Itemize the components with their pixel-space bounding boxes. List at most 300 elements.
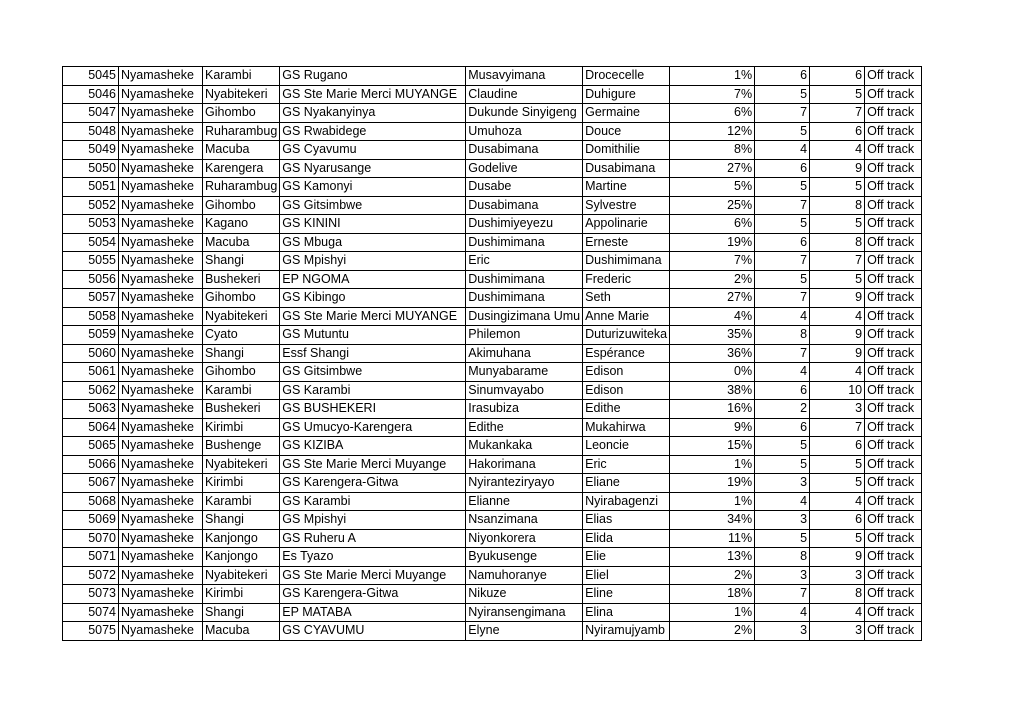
- district-cell: Nyamasheke: [119, 381, 203, 400]
- school-cell: GS Ste Marie Merci Muyange: [280, 455, 466, 474]
- school-cell: GS KIZIBA: [280, 437, 466, 456]
- last-name-cell: Mukankaka: [466, 437, 583, 456]
- school-cell: GS Karengera-Gitwa: [280, 474, 466, 493]
- percent-cell: 19%: [670, 233, 755, 252]
- school-cell: GS CYAVUMU: [280, 622, 466, 641]
- row-id-cell: 5049: [63, 141, 119, 160]
- status-cell: Off track: [865, 363, 922, 382]
- district-cell: Nyamasheke: [119, 603, 203, 622]
- district-cell: Nyamasheke: [119, 289, 203, 308]
- last-name-cell: Dusabimana: [466, 196, 583, 215]
- percent-cell: 15%: [670, 437, 755, 456]
- count-1-cell: 5: [755, 215, 810, 234]
- percent-cell: 1%: [670, 603, 755, 622]
- district-cell: Nyamasheke: [119, 529, 203, 548]
- percent-cell: 13%: [670, 548, 755, 567]
- row-id-cell: 5070: [63, 529, 119, 548]
- percent-cell: 1%: [670, 67, 755, 86]
- percent-cell: 7%: [670, 85, 755, 104]
- school-cell: Es Tyazo: [280, 548, 466, 567]
- last-name-cell: Nyiransengimana: [466, 603, 583, 622]
- last-name-cell: Dukunde Sinyigeng: [466, 104, 583, 123]
- last-name-cell: Philemon: [466, 326, 583, 345]
- school-cell: GS Karambi: [280, 381, 466, 400]
- school-cell: GS KININI: [280, 215, 466, 234]
- count-2-cell: 3: [810, 566, 865, 585]
- count-1-cell: 4: [755, 141, 810, 160]
- sector-cell: Macuba: [203, 233, 280, 252]
- last-name-cell: Hakorimana: [466, 455, 583, 474]
- last-name-cell: Dushimimana: [466, 270, 583, 289]
- row-id-cell: 5072: [63, 566, 119, 585]
- count-2-cell: 7: [810, 104, 865, 123]
- school-cell: GS Ste Marie Merci MUYANGE: [280, 307, 466, 326]
- district-cell: Nyamasheke: [119, 141, 203, 160]
- row-id-cell: 5052: [63, 196, 119, 215]
- table-row: [63, 104, 922, 123]
- percent-cell: 6%: [670, 215, 755, 234]
- status-cell: Off track: [865, 307, 922, 326]
- school-cell: GS Gitsimbwe: [280, 363, 466, 382]
- first-name-cell: Douce: [583, 122, 670, 141]
- sector-cell: Bushekeri: [203, 270, 280, 289]
- percent-cell: 0%: [670, 363, 755, 382]
- school-cell: GS Ste Marie Merci MUYANGE: [280, 85, 466, 104]
- percent-cell: 1%: [670, 455, 755, 474]
- status-cell: Off track: [865, 196, 922, 215]
- status-cell: Off track: [865, 326, 922, 345]
- count-1-cell: 3: [755, 511, 810, 530]
- percent-cell: 34%: [670, 511, 755, 530]
- percent-cell: 11%: [670, 529, 755, 548]
- count-2-cell: 4: [810, 141, 865, 160]
- school-cell: GS Mpishyi: [280, 252, 466, 271]
- district-cell: Nyamasheke: [119, 104, 203, 123]
- first-name-cell: Espérance: [583, 344, 670, 363]
- count-2-cell: 5: [810, 529, 865, 548]
- sector-cell: Nyabitekeri: [203, 307, 280, 326]
- district-cell: Nyamasheke: [119, 215, 203, 234]
- status-cell: Off track: [865, 67, 922, 86]
- sector-cell: Kagano: [203, 215, 280, 234]
- count-1-cell: 6: [755, 381, 810, 400]
- table-row: [63, 159, 922, 178]
- status-cell: Off track: [865, 252, 922, 271]
- table-row: [63, 474, 922, 493]
- status-cell: Off track: [865, 141, 922, 160]
- last-name-cell: Edithe: [466, 418, 583, 437]
- row-id-cell: 5074: [63, 603, 119, 622]
- count-1-cell: 3: [755, 474, 810, 493]
- count-1-cell: 5: [755, 85, 810, 104]
- first-name-cell: Edison: [583, 381, 670, 400]
- percent-cell: 27%: [670, 289, 755, 308]
- row-id-cell: 5069: [63, 511, 119, 530]
- school-cell: GS Umucyo-Karengera: [280, 418, 466, 437]
- percent-cell: 18%: [670, 585, 755, 604]
- percent-cell: 6%: [670, 104, 755, 123]
- first-name-cell: Dusabimana: [583, 159, 670, 178]
- count-2-cell: 6: [810, 67, 865, 86]
- status-cell: Off track: [865, 85, 922, 104]
- status-cell: Off track: [865, 122, 922, 141]
- count-2-cell: 6: [810, 511, 865, 530]
- sector-cell: Kirimbi: [203, 474, 280, 493]
- last-name-cell: Umuhoza: [466, 122, 583, 141]
- district-cell: Nyamasheke: [119, 344, 203, 363]
- row-id-cell: 5048: [63, 122, 119, 141]
- first-name-cell: Domithilie: [583, 141, 670, 160]
- first-name-cell: Frederic: [583, 270, 670, 289]
- count-1-cell: 5: [755, 529, 810, 548]
- school-cell: Essf Shangi: [280, 344, 466, 363]
- row-id-cell: 5064: [63, 418, 119, 437]
- count-2-cell: 9: [810, 548, 865, 567]
- last-name-cell: Nsanzimana: [466, 511, 583, 530]
- status-cell: Off track: [865, 289, 922, 308]
- count-2-cell: 7: [810, 418, 865, 437]
- table-row: [63, 178, 922, 197]
- first-name-cell: Duhigure: [583, 85, 670, 104]
- sector-cell: Bushenge: [203, 437, 280, 456]
- district-cell: Nyamasheke: [119, 548, 203, 567]
- count-2-cell: 5: [810, 178, 865, 197]
- last-name-cell: Akimuhana: [466, 344, 583, 363]
- sector-cell: Karengera: [203, 159, 280, 178]
- count-1-cell: 5: [755, 270, 810, 289]
- row-id-cell: 5063: [63, 400, 119, 419]
- table-row: [63, 252, 922, 271]
- count-2-cell: 5: [810, 85, 865, 104]
- percent-cell: 16%: [670, 400, 755, 419]
- count-1-cell: 6: [755, 67, 810, 86]
- last-name-cell: Nikuze: [466, 585, 583, 604]
- school-cell: GS Karambi: [280, 492, 466, 511]
- row-id-cell: 5059: [63, 326, 119, 345]
- table-row: [63, 400, 922, 419]
- sector-cell: Gihombo: [203, 289, 280, 308]
- last-name-cell: Elianne: [466, 492, 583, 511]
- count-1-cell: 7: [755, 289, 810, 308]
- status-cell: Off track: [865, 104, 922, 123]
- count-1-cell: 2: [755, 400, 810, 419]
- row-id-cell: 5055: [63, 252, 119, 271]
- sector-cell: Karambi: [203, 67, 280, 86]
- first-name-cell: Sylvestre: [583, 196, 670, 215]
- last-name-cell: Munyabarame: [466, 363, 583, 382]
- first-name-cell: Eliane: [583, 474, 670, 493]
- status-cell: Off track: [865, 178, 922, 197]
- school-cell: GS Mbuga: [280, 233, 466, 252]
- status-cell: Off track: [865, 548, 922, 567]
- percent-cell: 25%: [670, 196, 755, 215]
- district-cell: Nyamasheke: [119, 270, 203, 289]
- percent-cell: 9%: [670, 418, 755, 437]
- status-cell: Off track: [865, 381, 922, 400]
- first-name-cell: Duturizuwiteka: [583, 326, 670, 345]
- district-cell: Nyamasheke: [119, 455, 203, 474]
- school-cell: GS Nyakanyinya: [280, 104, 466, 123]
- status-cell: Off track: [865, 215, 922, 234]
- sector-cell: Gihombo: [203, 196, 280, 215]
- status-cell: Off track: [865, 566, 922, 585]
- row-id-cell: 5073: [63, 585, 119, 604]
- table-row: [63, 326, 922, 345]
- district-cell: Nyamasheke: [119, 474, 203, 493]
- school-cell: GS Ruheru A: [280, 529, 466, 548]
- status-cell: Off track: [865, 511, 922, 530]
- district-cell: Nyamasheke: [119, 178, 203, 197]
- sector-cell: Kirimbi: [203, 418, 280, 437]
- count-1-cell: 4: [755, 307, 810, 326]
- table-row: [63, 455, 922, 474]
- count-2-cell: 9: [810, 289, 865, 308]
- row-id-cell: 5056: [63, 270, 119, 289]
- percent-cell: 7%: [670, 252, 755, 271]
- district-cell: Nyamasheke: [119, 363, 203, 382]
- count-1-cell: 4: [755, 492, 810, 511]
- row-id-cell: 5045: [63, 67, 119, 86]
- table-row: [63, 67, 922, 86]
- percent-cell: 5%: [670, 178, 755, 197]
- count-2-cell: 5: [810, 270, 865, 289]
- sector-cell: Ruharambug: [203, 122, 280, 141]
- last-name-cell: Dusabe: [466, 178, 583, 197]
- row-id-cell: 5066: [63, 455, 119, 474]
- count-1-cell: 5: [755, 122, 810, 141]
- count-2-cell: 6: [810, 437, 865, 456]
- sector-cell: Macuba: [203, 141, 280, 160]
- first-name-cell: Elida: [583, 529, 670, 548]
- count-2-cell: 10: [810, 381, 865, 400]
- row-id-cell: 5060: [63, 344, 119, 363]
- data-table: [62, 66, 922, 641]
- count-2-cell: 5: [810, 215, 865, 234]
- table-row: [63, 381, 922, 400]
- percent-cell: 19%: [670, 474, 755, 493]
- percent-cell: 2%: [670, 566, 755, 585]
- table-row: [63, 363, 922, 382]
- school-cell: GS Ste Marie Merci Muyange: [280, 566, 466, 585]
- district-cell: Nyamasheke: [119, 418, 203, 437]
- row-id-cell: 5057: [63, 289, 119, 308]
- school-cell: GS Kamonyi: [280, 178, 466, 197]
- school-cell: GS Gitsimbwe: [280, 196, 466, 215]
- school-cell: GS Cyavumu: [280, 141, 466, 160]
- count-1-cell: 7: [755, 252, 810, 271]
- percent-cell: 1%: [670, 492, 755, 511]
- status-cell: Off track: [865, 233, 922, 252]
- school-cell: GS Karengera-Gitwa: [280, 585, 466, 604]
- first-name-cell: Nyirabagenzi: [583, 492, 670, 511]
- status-cell: Off track: [865, 603, 922, 622]
- row-id-cell: 5071: [63, 548, 119, 567]
- table-row: [63, 233, 922, 252]
- sector-cell: Nyabitekeri: [203, 455, 280, 474]
- status-cell: Off track: [865, 492, 922, 511]
- row-id-cell: 5046: [63, 85, 119, 104]
- count-1-cell: 7: [755, 585, 810, 604]
- table-row: [63, 529, 922, 548]
- table-row: [63, 344, 922, 363]
- table-row: [63, 566, 922, 585]
- sector-cell: Bushekeri: [203, 400, 280, 419]
- first-name-cell: Dushimimana: [583, 252, 670, 271]
- count-2-cell: 5: [810, 455, 865, 474]
- count-2-cell: 3: [810, 622, 865, 641]
- district-cell: Nyamasheke: [119, 159, 203, 178]
- row-id-cell: 5075: [63, 622, 119, 641]
- percent-cell: 35%: [670, 326, 755, 345]
- sector-cell: Shangi: [203, 252, 280, 271]
- count-1-cell: 6: [755, 159, 810, 178]
- last-name-cell: Elyne: [466, 622, 583, 641]
- first-name-cell: Appolinarie: [583, 215, 670, 234]
- school-cell: EP MATABA: [280, 603, 466, 622]
- table-row: [63, 548, 922, 567]
- count-1-cell: 7: [755, 344, 810, 363]
- first-name-cell: Leoncie: [583, 437, 670, 456]
- district-cell: Nyamasheke: [119, 252, 203, 271]
- row-id-cell: 5058: [63, 307, 119, 326]
- school-cell: GS Mpishyi: [280, 511, 466, 530]
- row-id-cell: 5065: [63, 437, 119, 456]
- percent-cell: 8%: [670, 141, 755, 160]
- count-1-cell: 8: [755, 548, 810, 567]
- percent-cell: 38%: [670, 381, 755, 400]
- row-id-cell: 5068: [63, 492, 119, 511]
- count-2-cell: 9: [810, 344, 865, 363]
- sector-cell: Karambi: [203, 381, 280, 400]
- last-name-cell: Dushimiyeyezu: [466, 215, 583, 234]
- count-2-cell: 8: [810, 196, 865, 215]
- school-cell: GS Nyarusange: [280, 159, 466, 178]
- last-name-cell: Claudine: [466, 85, 583, 104]
- sector-cell: Shangi: [203, 603, 280, 622]
- count-1-cell: 7: [755, 196, 810, 215]
- status-cell: Off track: [865, 622, 922, 641]
- last-name-cell: Eric: [466, 252, 583, 271]
- last-name-cell: Dushimimana: [466, 289, 583, 308]
- sector-cell: Nyabitekeri: [203, 566, 280, 585]
- table-row: [63, 585, 922, 604]
- last-name-cell: Dushimimana: [466, 233, 583, 252]
- last-name-cell: Sinumvayabo: [466, 381, 583, 400]
- sector-cell: Ruharambug: [203, 178, 280, 197]
- count-1-cell: 8: [755, 326, 810, 345]
- school-cell: GS Rugano: [280, 67, 466, 86]
- sector-cell: Kirimbi: [203, 585, 280, 604]
- count-2-cell: 3: [810, 400, 865, 419]
- count-1-cell: 5: [755, 178, 810, 197]
- district-cell: Nyamasheke: [119, 196, 203, 215]
- percent-cell: 2%: [670, 270, 755, 289]
- count-2-cell: 8: [810, 233, 865, 252]
- row-id-cell: 5062: [63, 381, 119, 400]
- count-1-cell: 5: [755, 437, 810, 456]
- district-cell: Nyamasheke: [119, 85, 203, 104]
- count-2-cell: 4: [810, 307, 865, 326]
- sector-cell: Cyato: [203, 326, 280, 345]
- district-cell: Nyamasheke: [119, 307, 203, 326]
- district-cell: Nyamasheke: [119, 326, 203, 345]
- count-1-cell: 6: [755, 233, 810, 252]
- last-name-cell: Namuhoranye: [466, 566, 583, 585]
- status-cell: Off track: [865, 585, 922, 604]
- table-row: [63, 418, 922, 437]
- last-name-cell: Byukusenge: [466, 548, 583, 567]
- count-1-cell: 4: [755, 363, 810, 382]
- table-row: [63, 270, 922, 289]
- district-cell: Nyamasheke: [119, 585, 203, 604]
- status-cell: Off track: [865, 159, 922, 178]
- percent-cell: 12%: [670, 122, 755, 141]
- percent-cell: 27%: [670, 159, 755, 178]
- first-name-cell: Edison: [583, 363, 670, 382]
- first-name-cell: Germaine: [583, 104, 670, 123]
- first-name-cell: Erneste: [583, 233, 670, 252]
- table-row: [63, 122, 922, 141]
- table-body: [63, 67, 922, 641]
- last-name-cell: Dusingizimana Umu: [466, 307, 583, 326]
- status-cell: Off track: [865, 270, 922, 289]
- count-1-cell: 6: [755, 418, 810, 437]
- count-2-cell: 4: [810, 363, 865, 382]
- status-cell: Off track: [865, 418, 922, 437]
- first-name-cell: Eline: [583, 585, 670, 604]
- first-name-cell: Eric: [583, 455, 670, 474]
- school-cell: EP NGOMA: [280, 270, 466, 289]
- count-1-cell: 3: [755, 566, 810, 585]
- table-row: [63, 215, 922, 234]
- count-1-cell: 7: [755, 104, 810, 123]
- table-row: [63, 511, 922, 530]
- first-name-cell: Drocecelle: [583, 67, 670, 86]
- status-cell: Off track: [865, 474, 922, 493]
- sector-cell: Gihombo: [203, 104, 280, 123]
- count-2-cell: 9: [810, 159, 865, 178]
- sector-cell: Gihombo: [203, 363, 280, 382]
- first-name-cell: Elias: [583, 511, 670, 530]
- percent-cell: 36%: [670, 344, 755, 363]
- first-name-cell: Anne Marie: [583, 307, 670, 326]
- count-2-cell: 7: [810, 252, 865, 271]
- last-name-cell: Musavyimana: [466, 67, 583, 86]
- row-id-cell: 5050: [63, 159, 119, 178]
- district-cell: Nyamasheke: [119, 233, 203, 252]
- table-row: [63, 622, 922, 641]
- sector-cell: Shangi: [203, 511, 280, 530]
- count-1-cell: 4: [755, 603, 810, 622]
- school-cell: GS Rwabidege: [280, 122, 466, 141]
- sector-cell: Macuba: [203, 622, 280, 641]
- table-row: [63, 196, 922, 215]
- row-id-cell: 5053: [63, 215, 119, 234]
- count-2-cell: 5: [810, 474, 865, 493]
- count-2-cell: 6: [810, 122, 865, 141]
- first-name-cell: Nyiramujyamb: [583, 622, 670, 641]
- first-name-cell: Mukahirwa: [583, 418, 670, 437]
- first-name-cell: Seth: [583, 289, 670, 308]
- status-cell: Off track: [865, 400, 922, 419]
- district-cell: Nyamasheke: [119, 437, 203, 456]
- count-2-cell: 4: [810, 603, 865, 622]
- row-id-cell: 5067: [63, 474, 119, 493]
- table-row: [63, 141, 922, 160]
- first-name-cell: Martine: [583, 178, 670, 197]
- sector-cell: Nyabitekeri: [203, 85, 280, 104]
- first-name-cell: Elina: [583, 603, 670, 622]
